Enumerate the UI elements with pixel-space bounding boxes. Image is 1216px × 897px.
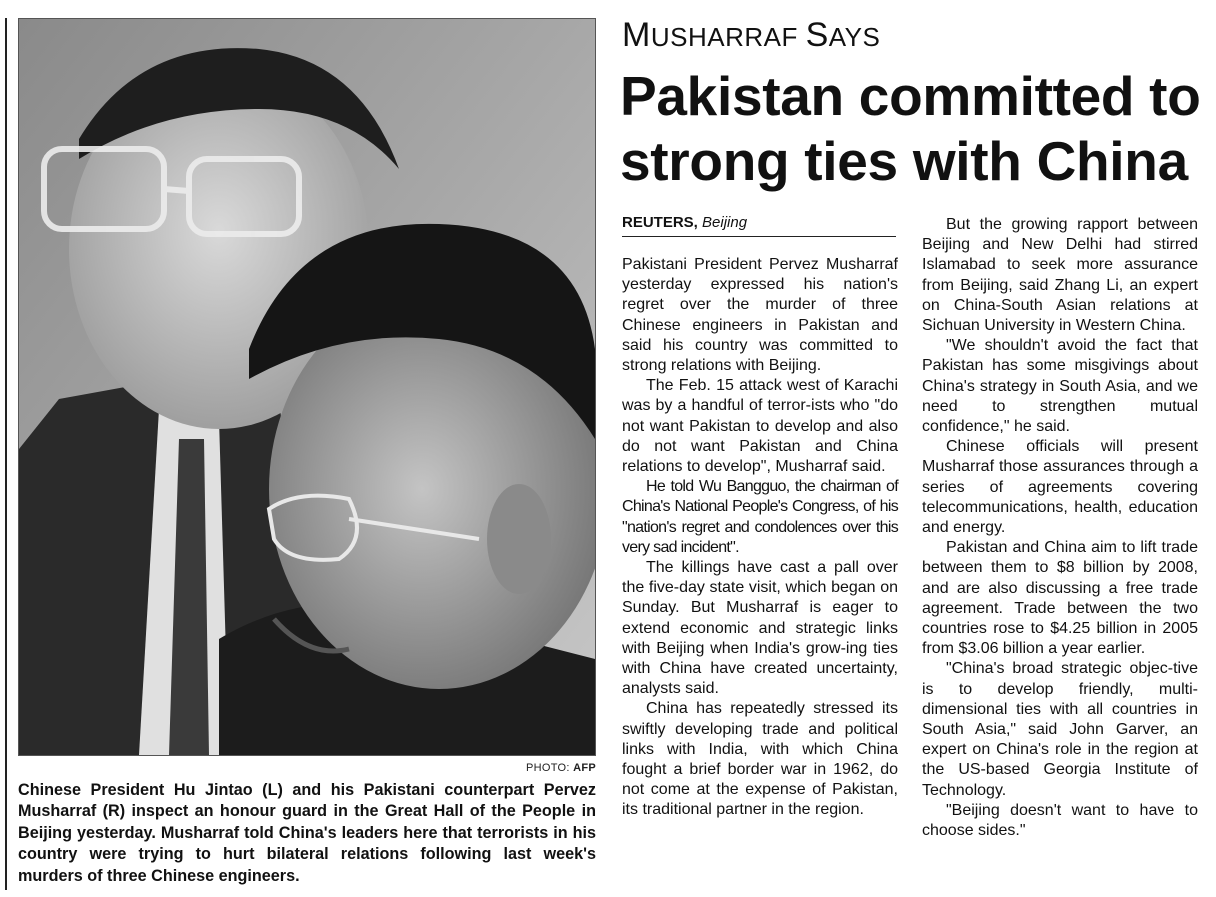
paragraph: The Feb. 15 attack west of Karachi was by a handful of terror-ists who "do not want Pakistan to develop and also do not want Pakistan and China relations to develop", Musharraf said. — [622, 377, 898, 476]
photo-credit — [18, 762, 596, 774]
photo-credit-agency: AFP — [573, 762, 596, 774]
article-kicker — [622, 16, 880, 55]
article-headline: Pakistan committed to strong ties with China — [620, 65, 1201, 192]
column-rule — [5, 18, 7, 890]
kicker-rest-1: USHARRAF — [650, 22, 806, 52]
byline-place: Beijing — [702, 214, 748, 231]
paragraph: He told Wu Bangguo, the chairman of China's National People's Congress, of his "nation's regret and condolences over this very sad incident". — [622, 478, 898, 556]
paragraph: Pakistan and China aim to lift trade between them to $8 billion by 2008, and are also discussing a free trade agreement. Trade between the two countries rose to $4.25 billion in 2005 from $3.06 billion a year earlier. — [922, 539, 1198, 658]
paragraph: "We shouldn't avoid the fact that Pakistan has some misgivings about China's strategy in South Asia, and we need to strengthen mutual confidence," he said. — [922, 337, 1198, 436]
kicker-rest-2: AYS — [828, 22, 881, 52]
photo-illustration — [19, 19, 595, 755]
photo-credit-label: PHOTO: — [525, 762, 570, 774]
article-byline — [622, 214, 896, 237]
byline-agency: REUTERS, — [622, 214, 698, 231]
paragraph: Chinese officials will present Musharraf those assurances through a series of agreements covering telecommunications, health, education and energy. — [922, 438, 1198, 537]
news-photo — [18, 18, 596, 756]
paragraph: "Beijing doesn't want to have to choose sides." — [922, 801, 1198, 840]
paragraph: But the growing rapport between Beijing and New Delhi had stirred Islamabad to seek more assurance from Beijing, said Zhang Li, an expert on China-South Asian relations at Sichuan University in Western China. — [922, 216, 1198, 335]
article-column-1 — [622, 255, 898, 821]
paragraph: "China's broad strategic objec-tive is to develop friendly, multi-dimensional ties with all countries in South Asia," said John Garver, an expert on China's role in the region at the US-based Georgia Institute of Technology. — [922, 660, 1198, 799]
kicker-cap-1: M — [622, 16, 651, 54]
kicker-cap-2: S — [805, 16, 829, 54]
paragraph: Pakistani President Pervez Musharraf yesterday expressed his nation's regret over the murder of three Chinese engineers in Pakistan and said his country was committed to strong relations with Beijing. — [622, 256, 898, 375]
article-column-2 — [922, 215, 1198, 841]
paragraph: China has repeatedly stressed its swiftly developing trade and political links with India, with which China fought a brief border war in 1962, do not come at the expense of Pakistan, its traditional partner in the region. — [622, 700, 898, 819]
paragraph: The killings have cast a pall over the five-day state visit, which began on Sunday. But Musharraf is eager to extend economic and strategic links with Beijing when India's grow-ing ties with China have created uncertainty, analysts said. — [622, 559, 898, 698]
photo-caption: Chinese President Hu Jintao (L) and his Pakistani counterpart Pervez Musharraf (R) inspect an honour guard in the Great Hall of the People in Beijing yesterday. Musharraf told China's leaders here that terrorists in his country were trying to hurt bilateral relations following last week's murders of three Chinese engineers. — [18, 781, 596, 885]
